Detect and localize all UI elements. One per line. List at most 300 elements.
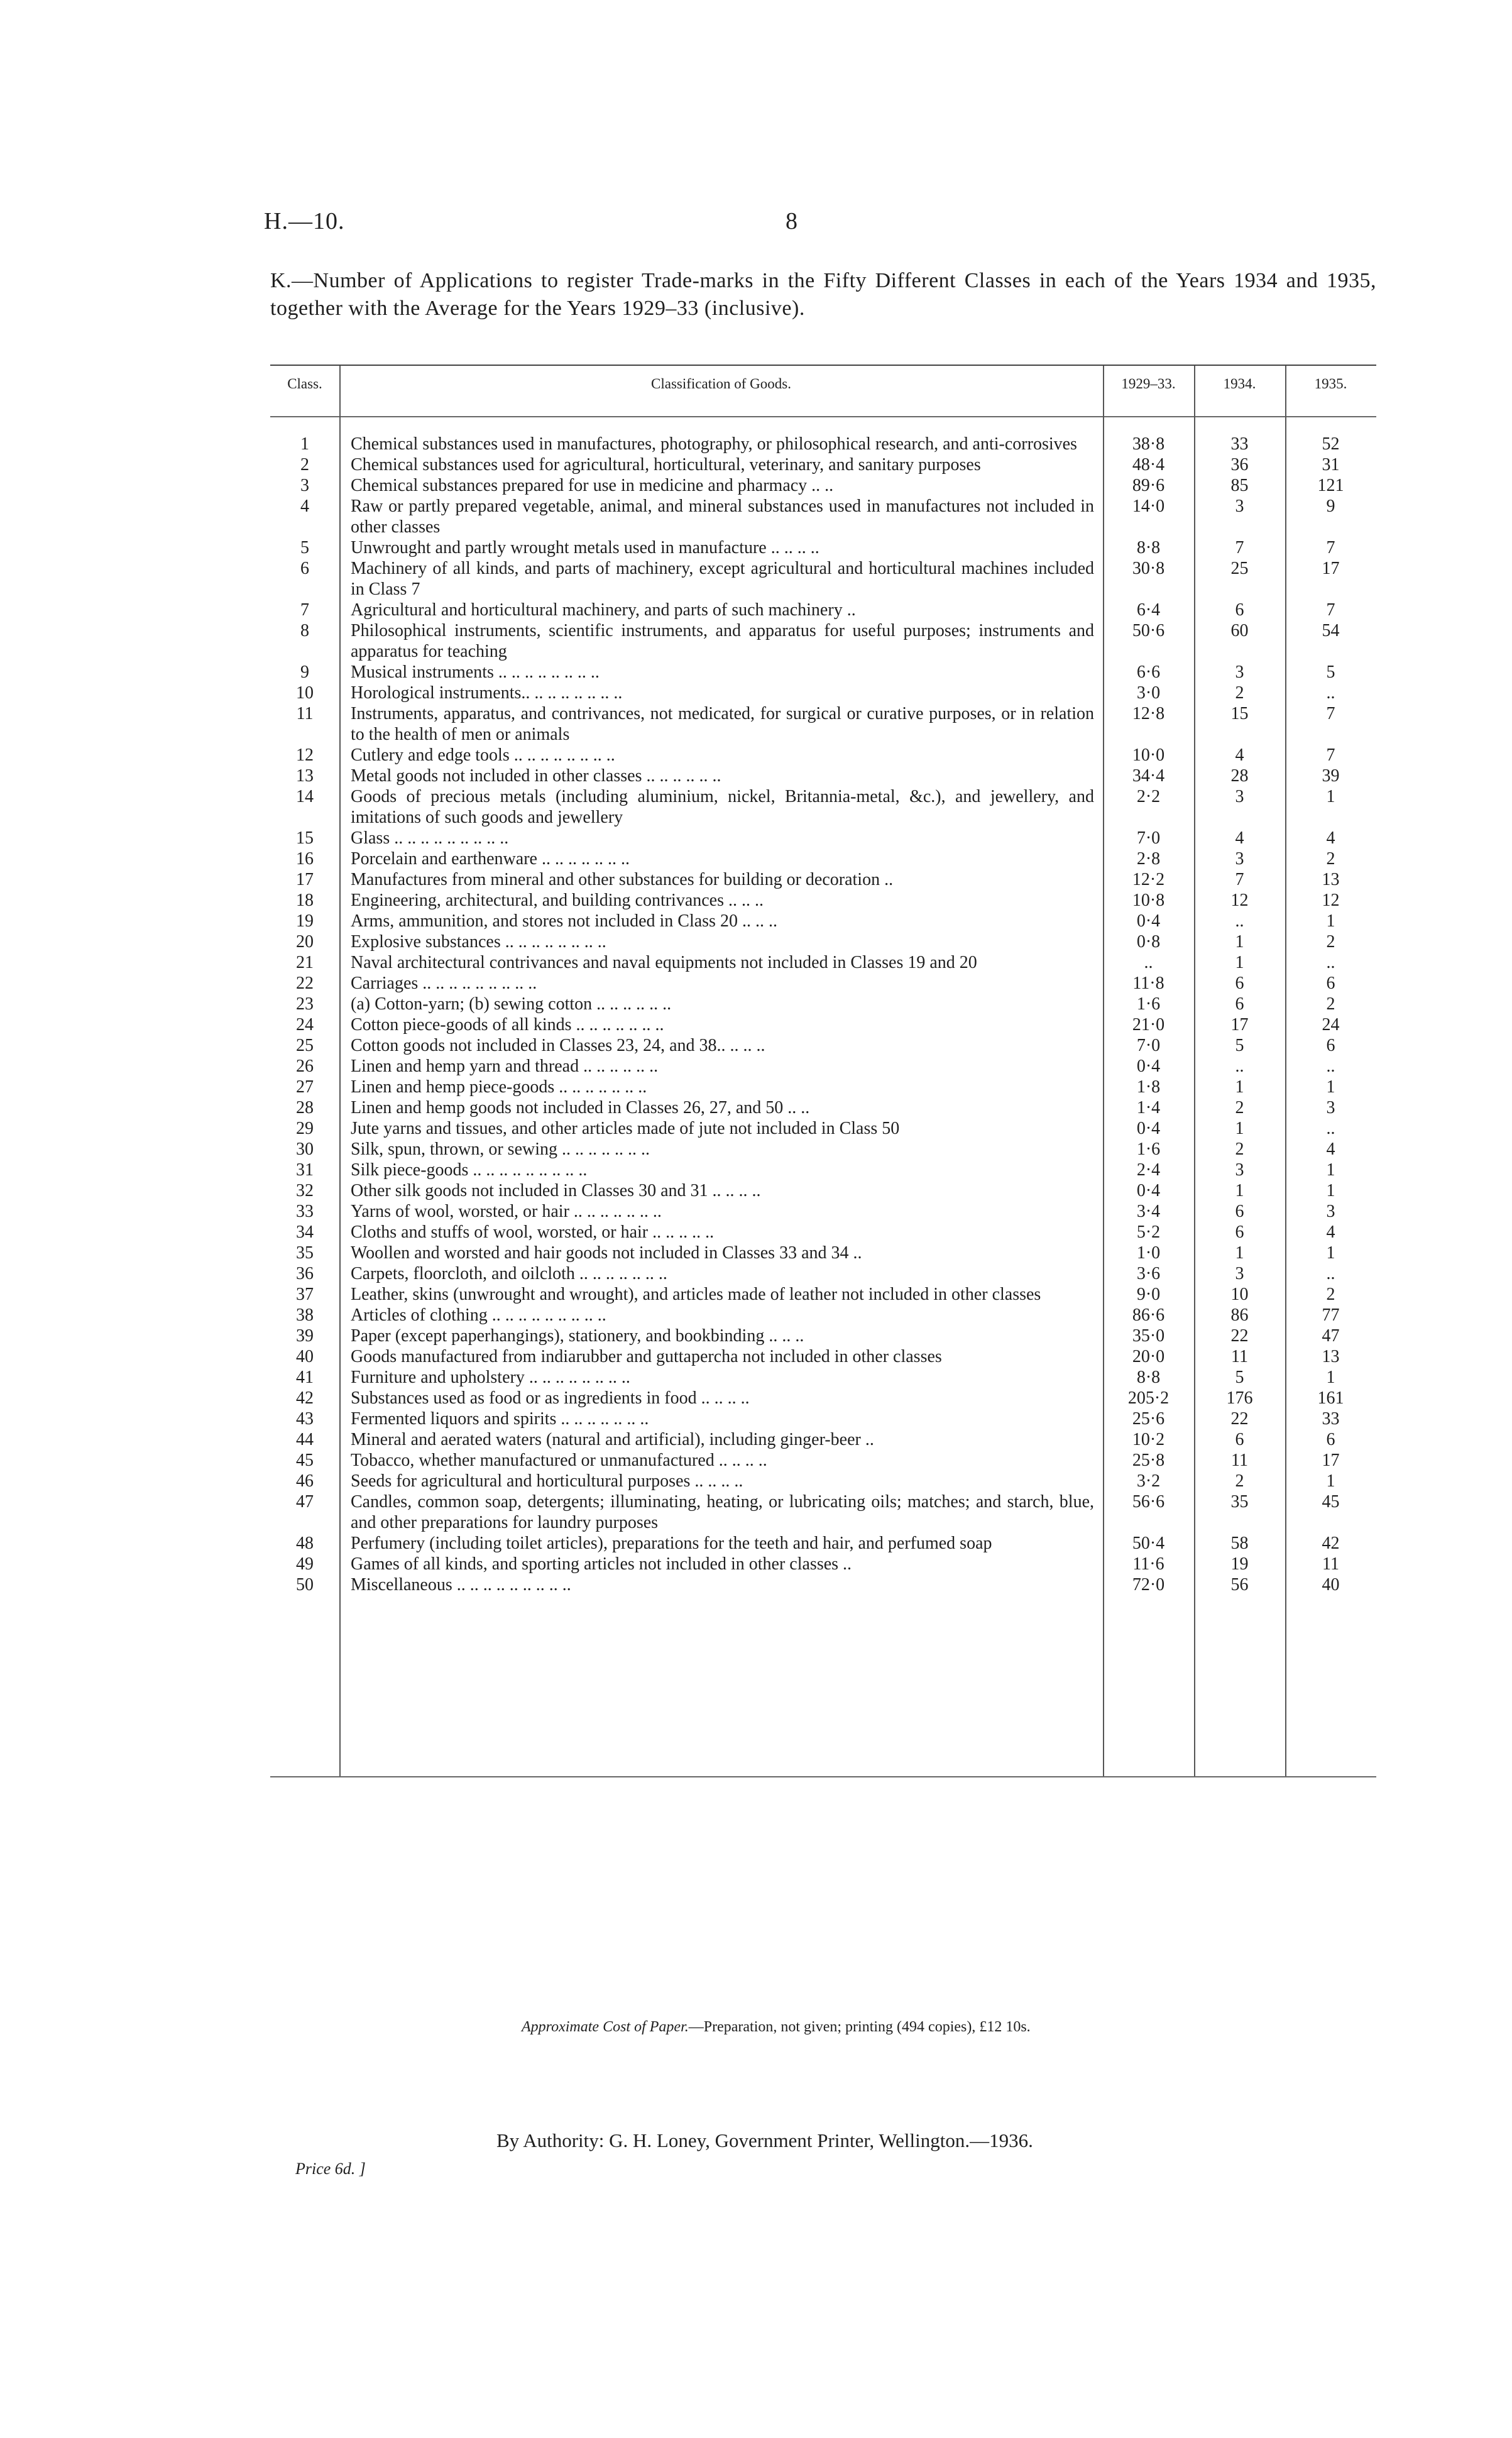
class-description: Chemical substances used in manufactures, photography, or philosophical research, and anti-corrosives <box>351 434 1077 454</box>
count-1934: 6 <box>1235 600 1244 620</box>
count-1935: 1 <box>1326 1160 1335 1180</box>
class-description: Arms, ammunition, and stores not included in Class 20 .. .. .. <box>351 911 777 931</box>
average-1929-33: 6·4 <box>1136 600 1161 620</box>
class-number: 19 <box>296 911 314 931</box>
count-1934: 3 <box>1235 787 1244 806</box>
class-description: Paper (except paperhangings), stationery, and bookbinding .. .. .. <box>351 1326 804 1346</box>
class-description: Linen and hemp piece-goods .. .. .. .. .. .. .. <box>351 1077 647 1097</box>
count-1935: 1 <box>1326 1243 1335 1263</box>
class-description: Agricultural and horticultural machinery, and parts of such machinery .. <box>351 600 856 620</box>
class-description: Glass .. .. .. .. .. .. .. .. .. <box>351 828 509 848</box>
count-1934: 33 <box>1230 434 1249 454</box>
average-1929-33: 1·6 <box>1136 994 1161 1014</box>
average-1929-33: 0·4 <box>1136 911 1161 931</box>
table-row <box>270 1388 1376 1408</box>
class-number: 33 <box>296 1202 314 1221</box>
class-number: 15 <box>296 828 314 848</box>
count-1934: 1 <box>1235 1181 1244 1200</box>
count-1935: 1 <box>1326 1471 1335 1491</box>
average-1929-33: 86·6 <box>1132 1305 1165 1325</box>
class-description: Cotton piece-goods of all kinds .. .. .. .. .. .. .. <box>351 1015 664 1035</box>
count-1934: 3 <box>1235 849 1244 869</box>
class-number: 18 <box>296 891 314 910</box>
count-1934: 5 <box>1235 1368 1244 1387</box>
class-number: 30 <box>296 1139 314 1159</box>
count-1935: 52 <box>1322 434 1340 454</box>
class-number: 31 <box>296 1160 314 1180</box>
class-number: 4 <box>300 497 309 516</box>
class-description: Seeds for agricultural and horticultural purposes .. .. .. .. <box>351 1471 743 1491</box>
class-number: 3 <box>300 476 309 495</box>
count-1934: 3 <box>1235 497 1244 516</box>
count-1934: 35 <box>1230 1492 1249 1512</box>
average-1929-33: 21·0 <box>1132 1015 1165 1035</box>
table-row <box>270 994 1376 1014</box>
class-number: 45 <box>296 1451 314 1470</box>
table-row <box>270 1201 1376 1222</box>
class-number: 28 <box>296 1098 314 1117</box>
class-number: 50 <box>296 1575 314 1595</box>
class-description: Horological instruments.. .. .. .. .. .. .. .. <box>351 683 623 703</box>
count-1935: 4 <box>1326 828 1335 848</box>
count-1934: 7 <box>1235 538 1244 557</box>
count-1935: 39 <box>1322 766 1340 786</box>
count-1934: 4 <box>1235 828 1244 848</box>
count-1934: 2 <box>1235 1098 1244 1117</box>
count-1934: .. <box>1235 1057 1244 1076</box>
count-1935: 17 <box>1322 559 1340 578</box>
classes-table-body <box>270 434 1376 1595</box>
cost-text: —Preparation, not given; printing (494 copies), £12 10s. <box>688 2019 1031 2035</box>
class-number: 29 <box>296 1119 314 1138</box>
class-description: Substances used as food or as ingredients in food .. .. .. .. <box>351 1388 750 1408</box>
table-row <box>270 1450 1376 1471</box>
count-1934: 28 <box>1230 766 1249 786</box>
class-number: 9 <box>300 662 309 682</box>
class-description: Articles of clothing .. .. .. .. .. .. .. .. .. <box>351 1305 606 1325</box>
class-number: 35 <box>296 1243 314 1263</box>
count-1934: 17 <box>1230 1015 1249 1035</box>
count-1934: 56 <box>1230 1575 1249 1595</box>
average-1929-33: 48·4 <box>1132 455 1165 475</box>
class-description: Candles, common soap, detergents; illuminating, heating, or lubricating oils; matches; and starch, blue, and other preparations for laundry purposes <box>351 1492 1094 1532</box>
count-1935: 7 <box>1326 600 1335 620</box>
class-description: Metal goods not included in other classes .. .. .. .. .. .. <box>351 766 721 786</box>
class-number: 10 <box>296 683 314 703</box>
count-1934: 86 <box>1230 1305 1249 1325</box>
class-number: 39 <box>296 1326 314 1346</box>
column-header-1934: 1934. <box>1223 376 1256 392</box>
average-1929-33: 20·0 <box>1132 1347 1165 1366</box>
count-1935: 6 <box>1326 1036 1335 1055</box>
class-number: 6 <box>300 559 309 578</box>
count-1934: 1 <box>1235 953 1244 972</box>
count-1934: 15 <box>1230 704 1249 723</box>
class-number: 41 <box>296 1368 314 1387</box>
count-1934: 22 <box>1230 1409 1249 1429</box>
count-1935: 4 <box>1326 1222 1335 1242</box>
table-row <box>270 1118 1376 1139</box>
average-1929-33: 11·6 <box>1132 1554 1164 1574</box>
class-description: Cutlery and edge tools .. .. .. .. .. .. .. .. <box>351 745 615 765</box>
table-row <box>270 1097 1376 1118</box>
count-1935: 77 <box>1322 1305 1340 1325</box>
class-number: 16 <box>296 849 314 869</box>
class-number: 43 <box>296 1409 314 1429</box>
class-description: Leather, skins (unwrought and wrought), and articles made of leather not included in other classes <box>351 1285 1041 1304</box>
class-description: Goods manufactured from indiarubber and guttapercha not included in other classes <box>351 1347 942 1366</box>
class-number: 34 <box>296 1222 314 1242</box>
table-row <box>270 1284 1376 1305</box>
class-description: Chemical substances used for agricultural, horticultural, veterinary, and sanitary purposes <box>351 455 981 475</box>
class-description: Goods of precious metals (including aluminium, nickel, Britannia-metal, &c.), and jewellery, and imitations of such goods and jewellery <box>351 787 1094 827</box>
count-1934: 3 <box>1235 1264 1244 1283</box>
price-note: Price 6d. ] <box>295 2160 366 2178</box>
table-row <box>270 1035 1376 1056</box>
average-1929-33: 34·4 <box>1132 766 1165 786</box>
count-1934: 11 <box>1231 1347 1248 1366</box>
class-number: 2 <box>300 455 309 475</box>
average-1929-33: 72·0 <box>1132 1575 1165 1595</box>
class-number: 40 <box>296 1347 314 1366</box>
count-1935: 12 <box>1322 891 1340 910</box>
average-1929-33: 2·8 <box>1136 849 1161 869</box>
average-1929-33: 56·6 <box>1132 1492 1165 1512</box>
count-1935: 42 <box>1322 1534 1340 1553</box>
class-description: Raw or partly prepared vegetable, animal, and mineral substances used in manufactures not included in other classes <box>351 497 1094 537</box>
count-1934: 4 <box>1235 745 1244 765</box>
table-row <box>270 1471 1376 1491</box>
count-1935: 161 <box>1317 1388 1344 1408</box>
count-1934: 6 <box>1235 1430 1244 1449</box>
table-top-rule <box>270 365 1376 366</box>
class-description: Explosive substances .. .. .. .. .. .. .. .. <box>351 932 606 952</box>
table-row <box>270 766 1376 786</box>
page-number: 8 <box>786 208 798 234</box>
count-1935: 54 <box>1322 621 1340 640</box>
average-1929-33: 3·2 <box>1136 1471 1161 1491</box>
class-description: Yarns of wool, worsted, or hair .. .. .. .. .. .. .. <box>351 1202 662 1221</box>
count-1934: 1 <box>1235 1243 1244 1263</box>
table-row <box>270 600 1376 620</box>
count-1935: .. <box>1326 1119 1335 1138</box>
class-description: Other silk goods not included in Classes 30 and 31 .. .. .. .. <box>351 1181 761 1200</box>
table-bottom-rule <box>270 1776 1376 1777</box>
class-description: Naval architectural contrivances and naval equipments not included in Classes 19 and 20 <box>351 953 977 972</box>
table-row <box>270 911 1376 931</box>
table-row <box>270 1533 1376 1554</box>
count-1934: 10 <box>1230 1285 1249 1304</box>
class-number: 32 <box>296 1181 314 1200</box>
average-1929-33: 0·8 <box>1136 932 1161 952</box>
count-1934: 11 <box>1231 1451 1248 1470</box>
count-1934: 5 <box>1235 1036 1244 1055</box>
table-row <box>270 1574 1376 1595</box>
class-number: 17 <box>296 870 314 889</box>
table-row <box>270 1139 1376 1160</box>
count-1935: 13 <box>1322 1347 1340 1366</box>
average-1929-33: 0·4 <box>1136 1057 1161 1076</box>
average-1929-33: 2·2 <box>1136 787 1161 806</box>
class-description: Furniture and upholstery .. .. .. .. .. .. .. .. <box>351 1368 630 1387</box>
average-1929-33: 1·4 <box>1136 1098 1161 1117</box>
count-1935: 33 <box>1322 1409 1340 1429</box>
average-1929-33: 14·0 <box>1132 497 1165 516</box>
table-title: K.—Number of Applications to register Trade-marks in the Fifty Different Classes in each of the Years 1934 and 1935, together with the Average for the Years 1929–33 (inclusive). <box>270 269 1376 320</box>
class-description: Perfumery (including toilet articles), preparations for the teeth and hair, and perfumed soap <box>351 1534 992 1553</box>
average-1929-33: 8·8 <box>1136 538 1161 557</box>
class-description: Games of all kinds, and sporting articles not included in other classes .. <box>351 1554 852 1574</box>
count-1935: 24 <box>1322 1015 1340 1035</box>
class-description: Machinery of all kinds, and parts of machinery, except agricultural and horticultural machines included in Class 7 <box>351 559 1094 599</box>
class-number: 22 <box>296 974 314 993</box>
count-1934: 3 <box>1235 1160 1244 1180</box>
cost-label: Approximate Cost of Paper. <box>522 2019 689 2035</box>
average-1929-33: 7·0 <box>1136 1036 1161 1055</box>
class-number: 44 <box>296 1430 314 1449</box>
class-number: 1 <box>300 434 309 454</box>
table-row <box>270 703 1376 745</box>
count-1935: 2 <box>1326 1285 1335 1304</box>
class-description: Cotton goods not included in Classes 23, 24, and 38.. .. .. .. <box>351 1036 765 1055</box>
class-number: 48 <box>296 1534 314 1553</box>
class-number: 11 <box>296 704 314 723</box>
count-1934: 1 <box>1235 932 1244 952</box>
table-row <box>270 496 1376 537</box>
count-1934: 6 <box>1235 974 1244 993</box>
class-number: 23 <box>296 994 314 1014</box>
count-1935: 6 <box>1326 1430 1335 1449</box>
table-row <box>270 537 1376 558</box>
count-1935: 6 <box>1326 974 1335 993</box>
average-1929-33: 1·8 <box>1136 1077 1161 1097</box>
count-1934: 36 <box>1230 455 1249 475</box>
count-1935: 1 <box>1326 1077 1335 1097</box>
average-1929-33: 5·2 <box>1136 1222 1161 1242</box>
average-1929-33: 9·0 <box>1136 1285 1161 1304</box>
class-number: 46 <box>296 1471 314 1491</box>
class-number: 14 <box>296 787 314 806</box>
count-1934: 12 <box>1230 891 1249 910</box>
average-1929-33: 1·0 <box>1136 1243 1161 1263</box>
class-number: 27 <box>296 1077 314 1097</box>
count-1934: .. <box>1235 911 1244 931</box>
class-description: Engineering, architectural, and building contrivances .. .. .. <box>351 891 764 910</box>
class-description: Instruments, apparatus, and contrivances, not medicated, for surgical or curative purposes, or in relation to the health of men or animals <box>351 704 1094 744</box>
average-1929-33: 0·4 <box>1136 1181 1161 1200</box>
count-1935: 1 <box>1326 1181 1335 1200</box>
class-description: Musical instruments .. .. .. .. .. .. .. .. <box>351 662 600 682</box>
count-1935: 7 <box>1326 745 1335 765</box>
column-header-1929-33: 1929–33. <box>1121 376 1176 392</box>
count-1934: 3 <box>1235 662 1244 682</box>
table-row <box>270 1077 1376 1097</box>
class-number: 36 <box>296 1264 314 1283</box>
count-1935: 5 <box>1326 662 1335 682</box>
average-1929-33: 8·8 <box>1136 1368 1161 1387</box>
count-1935: 7 <box>1326 538 1335 557</box>
class-description: Carriages .. .. .. .. .. .. .. .. .. <box>351 974 537 993</box>
table-row <box>270 1263 1376 1284</box>
count-1935: 13 <box>1322 870 1340 889</box>
average-1929-33: 7·0 <box>1136 828 1161 848</box>
average-1929-33: 3·6 <box>1136 1264 1161 1283</box>
class-number: 21 <box>296 953 314 972</box>
count-1934: 1 <box>1235 1119 1244 1138</box>
count-1934: 85 <box>1230 476 1249 495</box>
count-1935: 31 <box>1322 455 1340 475</box>
table-row <box>270 1429 1376 1450</box>
average-1929-33: 0·4 <box>1136 1119 1161 1138</box>
table-row <box>270 620 1376 662</box>
class-number: 12 <box>296 745 314 765</box>
average-1929-33: 10·8 <box>1132 891 1165 910</box>
table-row <box>270 952 1376 973</box>
table-row <box>270 828 1376 848</box>
class-number: 25 <box>296 1036 314 1055</box>
average-1929-33: 6·6 <box>1136 662 1161 682</box>
table-row <box>270 662 1376 683</box>
average-1929-33: 38·8 <box>1132 434 1165 454</box>
average-1929-33: 89·6 <box>1132 476 1165 495</box>
class-description: Carpets, floorcloth, and oilcloth .. .. .. .. .. .. .. <box>351 1264 667 1283</box>
average-1929-33: 35·0 <box>1132 1326 1165 1346</box>
class-description: Tobacco, whether manufactured or unmanufactured .. .. .. .. <box>351 1451 767 1470</box>
class-description: Linen and hemp goods not included in Classes 26, 27, and 50 .. .. <box>351 1098 810 1117</box>
count-1934: 25 <box>1230 559 1249 578</box>
count-1935: 47 <box>1322 1326 1340 1346</box>
average-1929-33: 10·0 <box>1132 745 1165 765</box>
average-1929-33: 12·2 <box>1132 870 1165 889</box>
average-1929-33: 1·6 <box>1136 1139 1161 1159</box>
class-description: Chemical substances prepared for use in medicine and pharmacy .. .. <box>351 476 834 495</box>
table-row <box>270 1014 1376 1035</box>
class-description: Manufactures from mineral and other substances for building or decoration .. <box>351 870 894 889</box>
column-header-class: Class. <box>287 376 322 392</box>
average-1929-33: 25·6 <box>1132 1409 1165 1429</box>
count-1935: 1 <box>1326 1368 1335 1387</box>
count-1935: .. <box>1326 683 1335 703</box>
class-description: Silk, spun, thrown, or sewing .. .. .. .. .. .. .. <box>351 1139 650 1159</box>
table-row <box>270 1554 1376 1574</box>
table-row <box>270 890 1376 911</box>
count-1935: .. <box>1326 1264 1335 1283</box>
count-1935: 3 <box>1326 1098 1335 1117</box>
count-1934: 58 <box>1230 1534 1249 1553</box>
count-1935: 1 <box>1326 911 1335 931</box>
class-description: Fermented liquors and spirits .. .. .. .. .. .. .. <box>351 1409 649 1429</box>
table-row <box>270 558 1376 600</box>
count-1934: 1 <box>1235 1077 1244 1097</box>
class-number: 7 <box>300 600 309 620</box>
count-1935: 3 <box>1326 1202 1335 1221</box>
count-1935: 1 <box>1326 787 1335 806</box>
average-1929-33: 205·2 <box>1127 1388 1170 1408</box>
class-description: Linen and hemp yarn and thread .. .. .. .. .. .. <box>351 1057 659 1076</box>
class-description: Porcelain and earthenware .. .. .. .. .. .. .. <box>351 849 630 869</box>
average-1929-33: 30·8 <box>1132 559 1165 578</box>
class-description: Jute yarns and tissues, and other articles made of jute not included in Class 50 <box>351 1119 900 1138</box>
class-number: 38 <box>296 1305 314 1325</box>
count-1934: 2 <box>1235 1139 1244 1159</box>
count-1934: 6 <box>1235 994 1244 1014</box>
average-1929-33: 10·2 <box>1132 1430 1165 1449</box>
count-1935: 40 <box>1322 1575 1340 1595</box>
count-1934: 2 <box>1235 683 1244 703</box>
class-number: 42 <box>296 1388 314 1408</box>
class-number: 8 <box>300 621 309 640</box>
count-1935: 2 <box>1326 994 1335 1014</box>
table-row <box>270 475 1376 496</box>
column-header-1935: 1935. <box>1314 376 1347 392</box>
table-row <box>270 931 1376 952</box>
count-1935: 11 <box>1322 1554 1339 1574</box>
count-1934: 19 <box>1230 1554 1249 1574</box>
table-row <box>270 869 1376 890</box>
average-1929-33: 12·8 <box>1132 704 1165 723</box>
table-row <box>270 973 1376 994</box>
class-description: Cloths and stuffs of wool, worsted, or hair .. .. .. .. .. <box>351 1222 715 1242</box>
table-row <box>270 786 1376 828</box>
table-row <box>270 1326 1376 1346</box>
count-1934: 2 <box>1235 1471 1244 1491</box>
count-1935: 45 <box>1322 1492 1340 1512</box>
cost-note <box>522 2019 1031 2036</box>
count-1934: 6 <box>1235 1202 1244 1221</box>
class-number: 24 <box>296 1015 314 1035</box>
class-description: Mineral and aerated waters (natural and artificial), including ginger-beer .. <box>351 1430 874 1449</box>
document-id: H.—10. <box>264 208 345 234</box>
count-1934: 176 <box>1226 1388 1253 1408</box>
count-1935: 2 <box>1326 932 1335 952</box>
count-1935: 9 <box>1326 497 1335 516</box>
table-row <box>270 745 1376 766</box>
count-1935: 4 <box>1326 1139 1335 1159</box>
table-row <box>270 1222 1376 1243</box>
class-description: Unwrought and partly wrought metals used in manufacture .. .. .. .. <box>351 538 819 557</box>
count-1935: .. <box>1326 1057 1335 1076</box>
average-1929-33: 50·4 <box>1132 1534 1165 1553</box>
class-description: Silk piece-goods .. .. .. .. .. .. .. .. .. <box>351 1160 588 1180</box>
table-row <box>270 848 1376 869</box>
class-description: Miscellaneous .. .. .. .. .. .. .. .. .. <box>351 1575 571 1595</box>
average-1929-33: 2·4 <box>1136 1160 1161 1180</box>
table-row <box>270 434 1376 454</box>
table-row <box>270 454 1376 475</box>
table-row <box>270 1243 1376 1263</box>
class-description: Woollen and worsted and hair goods not included in Classes 33 and 34 .. <box>351 1243 862 1263</box>
class-number: 5 <box>300 538 309 557</box>
printer-authority: By Authority: G. H. Loney, Government Printer, Wellington.—1936. <box>496 2129 1033 2151</box>
class-description: Philosophical instruments, scientific instruments, and apparatus for useful purposes; instruments and apparatus for teaching <box>351 621 1094 661</box>
table-row <box>270 1491 1376 1533</box>
average-1929-33: 25·8 <box>1132 1451 1165 1470</box>
count-1934: 22 <box>1230 1326 1249 1346</box>
average-1929-33: 3·4 <box>1136 1202 1161 1221</box>
table-row <box>270 1180 1376 1201</box>
average-1929-33: 50·6 <box>1132 621 1165 640</box>
count-1935: .. <box>1326 953 1335 972</box>
table-row <box>270 1346 1376 1367</box>
count-1935: 121 <box>1317 476 1344 495</box>
count-1935: 17 <box>1322 1451 1340 1470</box>
average-1929-33: 11·8 <box>1132 974 1164 993</box>
count-1934: 60 <box>1230 621 1249 640</box>
count-1934: 7 <box>1235 870 1244 889</box>
count-1935: 7 <box>1326 704 1335 723</box>
count-1935: 2 <box>1326 849 1335 869</box>
class-number: 47 <box>296 1492 314 1512</box>
